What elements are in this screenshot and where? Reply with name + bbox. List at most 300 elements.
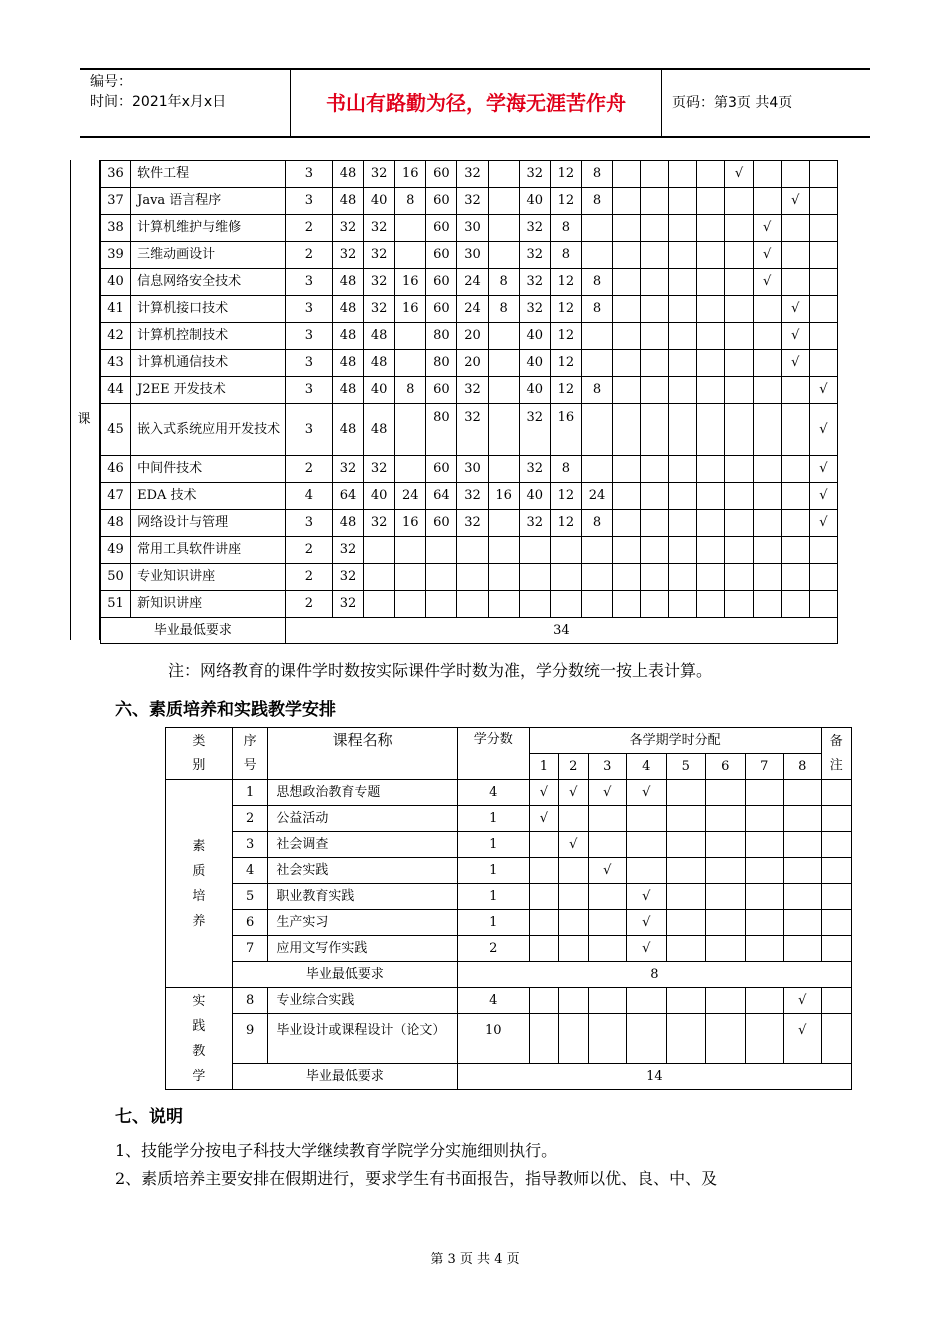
group-label: 素 质 培 养	[166, 780, 233, 988]
table-cell: 32	[519, 456, 550, 483]
course-rows-b	[101, 456, 838, 618]
table-cell	[725, 591, 753, 618]
table-cell: 8	[581, 269, 612, 296]
quality-practice-table	[165, 727, 852, 1090]
table-cell	[488, 215, 519, 242]
table-cell	[426, 537, 457, 564]
table-cell	[488, 456, 519, 483]
table-row	[101, 242, 838, 269]
course-total-value: 34	[285, 618, 837, 644]
table-cell	[588, 884, 627, 910]
table-cell	[745, 936, 784, 962]
table-cell: 8	[550, 242, 581, 269]
table-cell	[613, 242, 641, 269]
course-name: 三维动画设计	[131, 242, 286, 269]
table-cell	[488, 188, 519, 215]
table-cell	[395, 215, 426, 242]
table-cell	[395, 242, 426, 269]
table-cell	[706, 858, 746, 884]
term-header: 8	[784, 754, 821, 780]
row-index: 38	[101, 215, 131, 242]
table-cell	[588, 988, 627, 1014]
table-cell: 40	[519, 483, 550, 510]
table-row	[101, 350, 838, 377]
course-name: 嵌入式系统应用开发技术	[131, 404, 286, 456]
table-cell: 48	[332, 323, 363, 350]
table-cell: 32	[364, 242, 395, 269]
table-row	[166, 780, 852, 806]
table-cell: 40	[519, 188, 550, 215]
table-cell: 40	[519, 350, 550, 377]
remark-cell	[821, 1014, 851, 1064]
table-cell: 40	[364, 188, 395, 215]
table-cell: 2	[285, 564, 332, 591]
table-cell	[395, 323, 426, 350]
table-cell	[669, 161, 697, 188]
table-cell	[457, 591, 488, 618]
table-cell	[781, 242, 809, 269]
table-cell: √	[781, 350, 809, 377]
table-cell	[559, 988, 588, 1014]
table-cell: 60	[426, 456, 457, 483]
quality-group	[166, 780, 852, 988]
table-cell	[559, 858, 588, 884]
group-total-label: 毕业最低要求	[232, 1064, 457, 1090]
table-cell: 60	[426, 215, 457, 242]
table-cell	[559, 1014, 588, 1064]
table-cell	[753, 296, 781, 323]
table-row	[166, 910, 852, 936]
remark-cell	[821, 780, 851, 806]
course-name: 信息网络安全技术	[131, 269, 286, 296]
table-cell	[666, 988, 706, 1014]
table-cell	[581, 537, 612, 564]
table-cell	[745, 910, 784, 936]
category-label: 课	[77, 412, 91, 427]
table-cell	[697, 269, 725, 296]
table-cell: 4	[232, 858, 267, 884]
remark-cell	[821, 910, 851, 936]
table-cell: 48	[332, 188, 363, 215]
table-cell	[529, 910, 558, 936]
table-cell: 3	[285, 404, 332, 456]
table-cell: 8	[395, 377, 426, 404]
head-seq: 序 号	[232, 728, 267, 780]
table-cell	[809, 215, 837, 242]
table-cell: 3	[285, 161, 332, 188]
table-row	[101, 456, 838, 483]
table-cell	[669, 350, 697, 377]
table-cell: 32	[457, 377, 488, 404]
table-cell: 80	[426, 404, 457, 456]
table-cell	[669, 456, 697, 483]
table-cell: 16	[395, 510, 426, 537]
table-cell: 8	[581, 377, 612, 404]
table-cell	[697, 377, 725, 404]
table-cell	[488, 404, 519, 456]
table-cell	[641, 591, 669, 618]
table-cell: 60	[426, 188, 457, 215]
table-cell	[529, 884, 558, 910]
table-cell: 1	[457, 884, 529, 910]
table-cell	[588, 832, 627, 858]
table-cell	[581, 350, 612, 377]
table-cell: 3	[285, 323, 332, 350]
table-cell: 32	[364, 269, 395, 296]
course-row-45	[101, 404, 838, 456]
table-cell	[697, 296, 725, 323]
table-cell	[745, 858, 784, 884]
course-total-row	[101, 618, 838, 644]
row-index: 44	[101, 377, 131, 404]
table-row	[101, 564, 838, 591]
table-cell: 32	[519, 242, 550, 269]
table-row	[101, 323, 838, 350]
table-cell	[613, 377, 641, 404]
table-cell	[519, 537, 550, 564]
table-cell	[641, 215, 669, 242]
time-label: 时间：2021年x月x日	[90, 94, 227, 110]
term-header: 3	[588, 754, 627, 780]
course-name: 软件工程	[131, 161, 286, 188]
table-cell	[697, 591, 725, 618]
table-cell	[781, 483, 809, 510]
table-cell	[666, 858, 706, 884]
table-cell: 5	[232, 884, 267, 910]
table-cell: 2	[285, 537, 332, 564]
table-cell	[641, 537, 669, 564]
section-7-title: 七、说明	[115, 1107, 183, 1127]
table-cell	[581, 591, 612, 618]
table-cell	[725, 242, 753, 269]
table-row	[166, 806, 852, 832]
row-index: 39	[101, 242, 131, 269]
row-index: 37	[101, 188, 131, 215]
table-cell	[784, 936, 821, 962]
table-cell	[753, 483, 781, 510]
table-cell	[781, 215, 809, 242]
table-cell	[669, 591, 697, 618]
table-cell	[753, 350, 781, 377]
table-cell: √	[725, 161, 753, 188]
table-cell: 32	[364, 456, 395, 483]
table-cell: √	[753, 215, 781, 242]
course-table	[100, 160, 838, 644]
table-cell	[581, 404, 612, 456]
table-cell	[809, 564, 837, 591]
table-cell: 32	[332, 456, 363, 483]
table-cell: 32	[332, 242, 363, 269]
table-cell: 40	[364, 377, 395, 404]
course-name: 思想政治教育专题	[268, 780, 457, 806]
table-cell: 12	[550, 269, 581, 296]
table-cell: 12	[550, 161, 581, 188]
table-cell: 32	[364, 161, 395, 188]
table-cell	[809, 242, 837, 269]
table-cell: 32	[332, 215, 363, 242]
group-total-value: 14	[457, 1064, 851, 1090]
table-cell: 8	[581, 296, 612, 323]
group-label: 实 践 教 学	[166, 988, 233, 1090]
table-cell	[613, 456, 641, 483]
remark-cell	[821, 832, 851, 858]
table-cell	[581, 215, 612, 242]
serial-label: 编号：	[90, 74, 132, 90]
explain-1: 1、技能学分按电子科技大学继续教育学院学分实施细则执行。	[115, 1141, 558, 1160]
section-6-title: 六、素质培养和实践教学安排	[115, 700, 336, 720]
table-row	[101, 537, 838, 564]
table-cell: 32	[519, 296, 550, 323]
table-cell: √	[781, 323, 809, 350]
course-name: 社会实践	[268, 858, 457, 884]
table-cell: √	[529, 780, 558, 806]
table-cell	[697, 323, 725, 350]
table-cell	[784, 858, 821, 884]
table-cell	[745, 806, 784, 832]
table-cell: 32	[519, 404, 550, 456]
table-cell: 12	[550, 350, 581, 377]
table-cell: √	[809, 404, 837, 456]
course-name: 新知识讲座	[131, 591, 286, 618]
table-cell: 1	[232, 780, 267, 806]
table-cell	[669, 188, 697, 215]
table-cell: 48	[332, 296, 363, 323]
table-cell	[457, 537, 488, 564]
page-footer: 第 3 页 共 4 页	[430, 1252, 520, 1267]
table-cell	[753, 188, 781, 215]
table-cell	[488, 242, 519, 269]
term-header: 4	[627, 754, 667, 780]
remark-cell	[821, 806, 851, 832]
table-cell: 32	[519, 269, 550, 296]
table-cell	[613, 350, 641, 377]
table-cell	[529, 832, 558, 858]
table-cell	[706, 936, 746, 962]
table-cell: 48	[364, 350, 395, 377]
head-remark: 备 注	[821, 728, 851, 780]
table-cell	[697, 161, 725, 188]
table-cell	[697, 350, 725, 377]
table-cell: √	[753, 242, 781, 269]
table-cell: √	[809, 456, 837, 483]
table-cell	[426, 564, 457, 591]
table-cell	[706, 988, 746, 1014]
course-rows-a	[101, 161, 838, 404]
table-cell	[613, 404, 641, 456]
table-cell	[488, 377, 519, 404]
table-cell: 40	[364, 483, 395, 510]
table-cell: 16	[395, 296, 426, 323]
table-cell	[364, 564, 395, 591]
table-cell: 12	[550, 188, 581, 215]
table-cell	[809, 296, 837, 323]
table-cell	[753, 377, 781, 404]
table-cell	[725, 404, 753, 456]
table-cell	[669, 377, 697, 404]
table-cell: 80	[426, 350, 457, 377]
table-cell: 8	[395, 188, 426, 215]
table-cell	[641, 296, 669, 323]
table-cell: 1	[457, 858, 529, 884]
header-motto: 书山有路勤为径，学海无涯苦作舟	[291, 69, 662, 137]
course-name: 中间件技术	[131, 456, 286, 483]
remark-cell	[821, 884, 851, 910]
table-cell	[725, 510, 753, 537]
table-cell	[613, 323, 641, 350]
table-cell	[753, 456, 781, 483]
table-cell: 32	[457, 188, 488, 215]
table-cell: √	[627, 884, 667, 910]
table-cell	[666, 806, 706, 832]
course-total-label: 毕业最低要求	[101, 618, 286, 644]
course-name: EDA 技术	[131, 483, 286, 510]
course-name: 毕业设计或课程设计（论文）	[268, 1014, 457, 1064]
head-credit: 学分数	[457, 728, 529, 780]
remark-cell	[821, 936, 851, 962]
table-cell	[809, 188, 837, 215]
table-cell: 12	[550, 323, 581, 350]
table-cell	[725, 483, 753, 510]
table-cell: 32	[364, 296, 395, 323]
row-index: 47	[101, 483, 131, 510]
table-cell: √	[627, 936, 667, 962]
table-cell	[706, 832, 746, 858]
table-cell: 60	[426, 242, 457, 269]
table-cell: 32	[332, 591, 363, 618]
head-alloc: 各学期学时分配	[529, 728, 821, 754]
table-cell	[550, 537, 581, 564]
table-cell	[781, 564, 809, 591]
table-cell	[753, 404, 781, 456]
course-name: J2EE 开发技术	[131, 377, 286, 404]
course-name: 职业教育实践	[268, 884, 457, 910]
table-cell: 4	[457, 988, 529, 1014]
row-index: 45	[101, 404, 131, 456]
table-cell	[697, 564, 725, 591]
table-cell	[488, 323, 519, 350]
row-index: 41	[101, 296, 131, 323]
table-cell: 8	[581, 510, 612, 537]
page-header	[80, 68, 870, 138]
course-name: 常用工具软件讲座	[131, 537, 286, 564]
table-cell	[627, 988, 667, 1014]
table-cell: 2	[285, 215, 332, 242]
table-cell	[627, 832, 667, 858]
table-cell	[784, 832, 821, 858]
table-cell	[781, 377, 809, 404]
table-cell	[613, 296, 641, 323]
table-cell	[753, 591, 781, 618]
table-cell	[641, 161, 669, 188]
table-cell	[550, 564, 581, 591]
table-cell	[613, 483, 641, 510]
row-index: 50	[101, 564, 131, 591]
table-cell: 32	[519, 510, 550, 537]
table-row	[166, 884, 852, 910]
table-cell: 12	[550, 510, 581, 537]
table-cell	[588, 1014, 627, 1064]
table-cell	[641, 350, 669, 377]
table-cell: 30	[457, 456, 488, 483]
row-index: 36	[101, 161, 131, 188]
table-cell: 8	[550, 215, 581, 242]
table-cell	[529, 1014, 558, 1064]
table-cell	[725, 377, 753, 404]
table-cell	[669, 323, 697, 350]
table-cell	[697, 242, 725, 269]
table-cell: √	[627, 910, 667, 936]
table-cell: 60	[426, 377, 457, 404]
table-note: 注：网络教育的课件学时数按实际课件学时数为准，学分数统一按上表计算。	[168, 661, 713, 680]
category-column	[70, 160, 100, 640]
table-row	[101, 188, 838, 215]
term-header: 5	[666, 754, 706, 780]
table-cell	[641, 404, 669, 456]
remark-cell	[821, 858, 851, 884]
table-cell	[588, 806, 627, 832]
table-cell: 20	[457, 350, 488, 377]
table-cell: 80	[426, 323, 457, 350]
table-cell: 30	[457, 215, 488, 242]
table-cell	[784, 884, 821, 910]
table-cell	[559, 910, 588, 936]
row-index: 51	[101, 591, 131, 618]
table-cell	[669, 269, 697, 296]
table-cell: √	[588, 780, 627, 806]
course-name: 生产实习	[268, 910, 457, 936]
table-cell	[781, 161, 809, 188]
table-cell	[753, 161, 781, 188]
table-cell	[753, 564, 781, 591]
table-row	[166, 832, 852, 858]
table-row	[101, 296, 838, 323]
head-name: 课程名称	[268, 728, 457, 780]
table-cell	[641, 269, 669, 296]
table-cell: 16	[395, 269, 426, 296]
table-cell	[753, 510, 781, 537]
table-cell	[613, 215, 641, 242]
table-cell	[669, 510, 697, 537]
table-cell: 16	[488, 483, 519, 510]
table-cell	[395, 591, 426, 618]
table-cell	[809, 161, 837, 188]
table-cell	[725, 296, 753, 323]
table-cell: 2	[285, 456, 332, 483]
table-cell: 64	[332, 483, 363, 510]
table-cell	[745, 832, 784, 858]
table-cell: √	[627, 780, 667, 806]
table-cell	[745, 1014, 784, 1064]
table-row	[101, 161, 838, 188]
table-row	[166, 988, 852, 1014]
table-cell: 48	[332, 377, 363, 404]
table-cell	[809, 350, 837, 377]
table-cell	[669, 483, 697, 510]
table-row	[101, 510, 838, 537]
course-name: 计算机控制技术	[131, 323, 286, 350]
table-cell	[706, 806, 746, 832]
table-cell	[457, 564, 488, 591]
table-cell: 1	[457, 806, 529, 832]
table-row	[166, 1014, 852, 1064]
table-cell	[725, 215, 753, 242]
table-cell	[745, 884, 784, 910]
table-cell	[641, 456, 669, 483]
table-cell	[426, 591, 457, 618]
table-cell	[725, 269, 753, 296]
table-cell	[488, 161, 519, 188]
table-cell	[784, 806, 821, 832]
